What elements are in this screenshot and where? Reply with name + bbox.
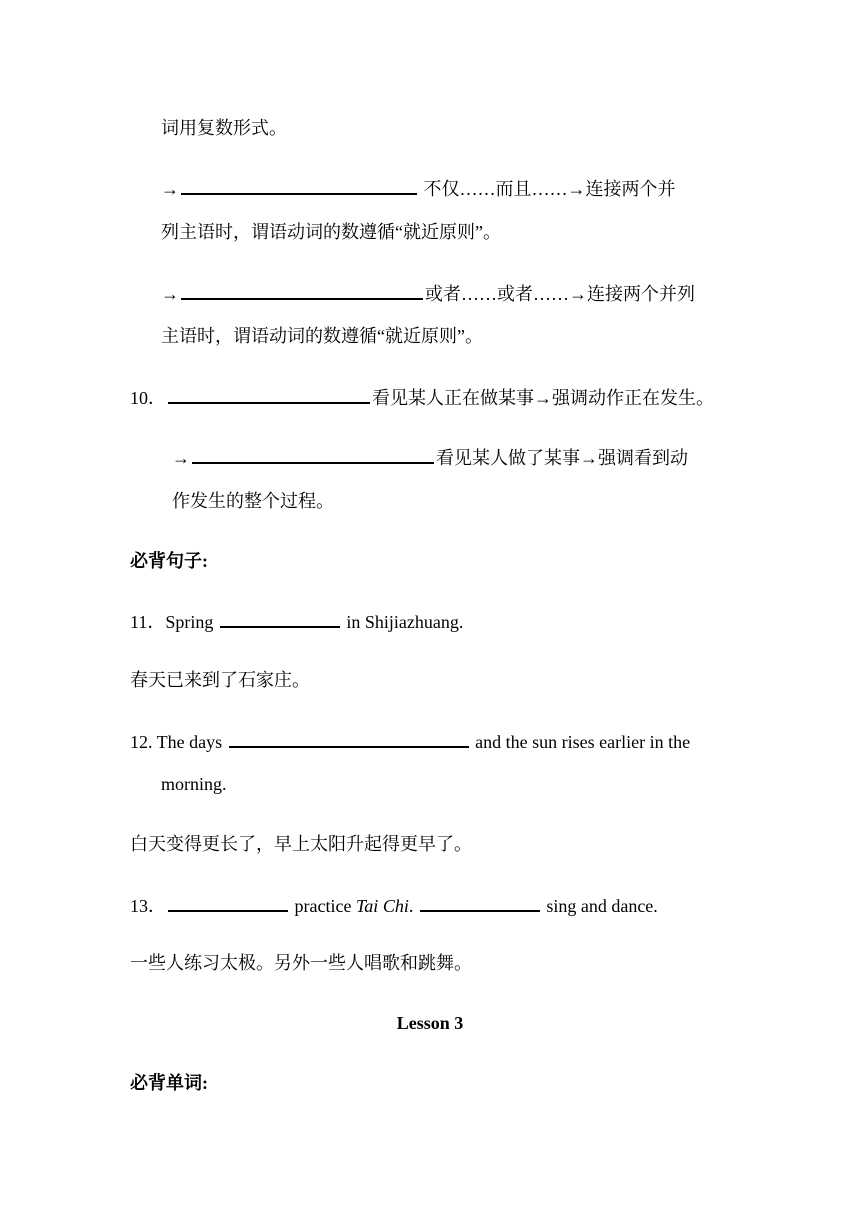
text-line: morning.	[161, 774, 227, 794]
text-segment: Tai Chi	[355, 896, 409, 916]
answer-blank[interactable]	[229, 728, 469, 748]
item-number: 10．	[130, 388, 166, 408]
text-line: 春天已来到了石家庄。	[130, 670, 310, 690]
arrow-icon: →	[161, 179, 179, 199]
text-line: 一些人练习太极。另外一些人唱歌和跳舞。	[130, 953, 472, 973]
text-segment: and the sun rises earlier in the	[470, 732, 691, 752]
text-segment: 看见某人做了某事→强调看到动	[436, 448, 688, 468]
lesson-title: Lesson 3	[396, 1013, 464, 1033]
text-segment: in Shijiazhuang.	[341, 612, 464, 632]
fill-in-item	[130, 728, 690, 754]
text-line: 词用复数形式。	[161, 118, 287, 138]
answer-blank[interactable]	[420, 892, 540, 912]
answer-blank[interactable]	[181, 280, 423, 300]
fill-in-item	[161, 175, 676, 201]
fill-in-item	[130, 608, 463, 634]
text-line: 作发生的整个过程。	[172, 491, 334, 511]
text-segment: sing and dance.	[541, 896, 658, 916]
section-heading: 必背句子:	[130, 551, 208, 571]
fill-in-item	[130, 892, 658, 918]
answer-blank[interactable]	[220, 608, 340, 628]
text-segment: 12. The days	[130, 732, 227, 752]
text-line: 白天变得更长了，早上太阳升起得更早了。	[130, 834, 472, 854]
answer-blank[interactable]	[168, 384, 370, 404]
answer-blank[interactable]	[168, 892, 288, 912]
text-segment: .	[408, 896, 418, 916]
text-segment: 11．Spring	[130, 612, 218, 632]
arrow-icon: →	[161, 284, 179, 304]
text-segment: 看见某人正在做某事→强调动作正在发生。	[372, 388, 714, 408]
fill-in-item	[172, 444, 688, 470]
answer-blank[interactable]	[192, 444, 434, 464]
arrow-icon: →	[172, 448, 190, 468]
item-number: 13．	[130, 896, 166, 916]
text-segment: 或者……或者……→连接两个并列	[425, 284, 695, 304]
fill-in-item	[161, 280, 695, 306]
text-segment: 不仅……而且……→连接两个并	[419, 179, 676, 199]
text-segment: practice	[290, 896, 356, 916]
text-line: 主语时，谓语动词的数遵循“就近原则”。	[161, 326, 483, 346]
answer-blank[interactable]	[181, 175, 417, 195]
section-heading: 必背单词:	[130, 1073, 208, 1093]
fill-in-item	[130, 384, 714, 410]
text-line: 列主语时，谓语动词的数遵循“就近原则”。	[161, 222, 501, 242]
